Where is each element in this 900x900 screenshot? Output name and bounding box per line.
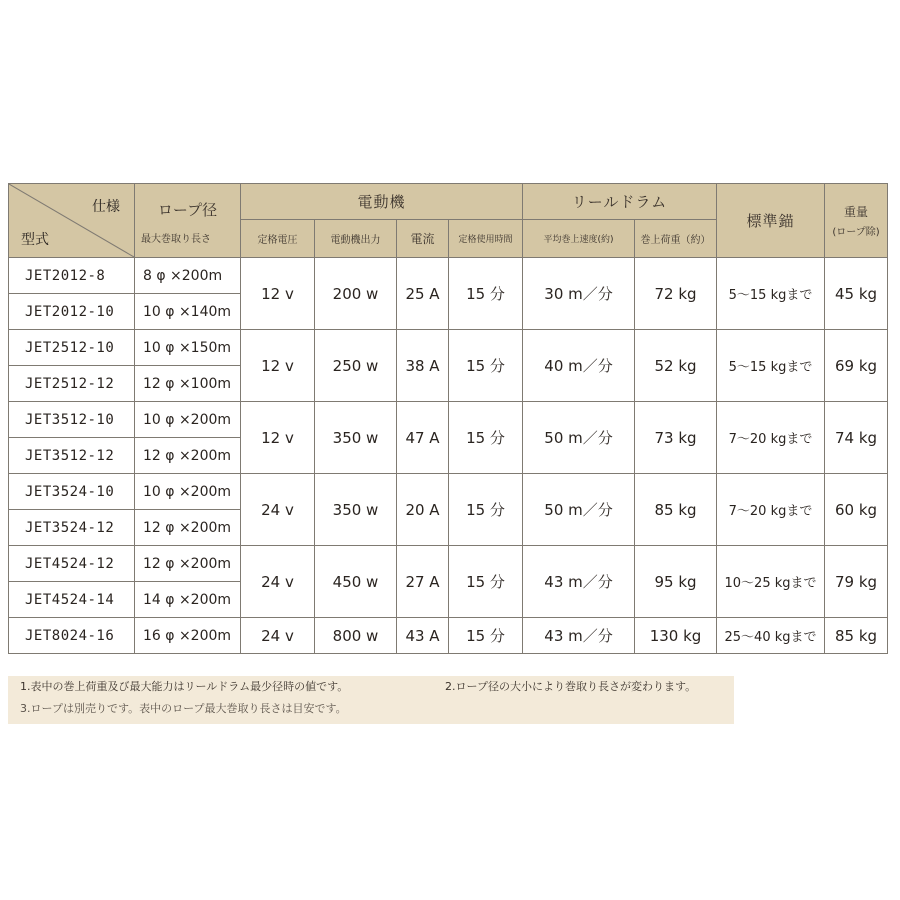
header-rope [135,184,241,258]
time-cell: 15 分 [449,618,523,654]
voltage-cell: 12 v [241,330,315,402]
load-cell: 73 kg [635,402,717,474]
header-rated-time: 定格使用時間 [449,220,523,258]
rope-cell: 10 φ ×200m [135,474,241,510]
header-motor: 電動機 [241,184,523,220]
voltage-cell: 24 v [241,546,315,618]
model-cell: JET4524-12 [9,546,135,582]
output-cell: 350 w [315,402,397,474]
time-cell: 15 分 [449,474,523,546]
header-motor-output: 電動機出力 [315,220,397,258]
current-cell: 25 A [397,258,449,330]
rope-cell: 12 φ ×200m [135,546,241,582]
table-row [9,258,888,294]
load-cell: 72 kg [635,258,717,330]
anchor-cell: 5～15 kgまで [717,258,825,330]
output-cell: 800 w [315,618,397,654]
speed-cell: 43 m／分 [523,618,635,654]
header-anchor: 標準錨 [717,184,825,258]
load-cell: 85 kg [635,474,717,546]
weight-cell: 74 kg [825,402,888,474]
header-spec-label: 仕様 [92,199,120,215]
header-weight-label: 重量 [844,205,869,219]
model-cell: JET3524-12 [9,510,135,546]
anchor-cell: 10～25 kgまで [717,546,825,618]
output-cell: 200 w [315,258,397,330]
header-weight [825,184,888,258]
speed-cell: 50 m／分 [523,474,635,546]
voltage-cell: 24 v [241,474,315,546]
weight-cell: 45 kg [825,258,888,330]
model-cell: JET2512-12 [9,366,135,402]
time-cell: 15 分 [449,402,523,474]
model-cell: JET8024-16 [9,618,135,654]
footnote-2: 2.ロープ径の大小により巻取り長さが変わります。 [445,680,697,693]
model-cell: JET2012-8 [9,258,135,294]
model-cell: JET2512-10 [9,330,135,366]
load-cell: 52 kg [635,330,717,402]
speed-cell: 40 m／分 [523,330,635,402]
current-cell: 20 A [397,474,449,546]
table-row [9,330,888,366]
current-cell: 38 A [397,330,449,402]
rope-cell: 10 φ ×150m [135,330,241,366]
rope-cell: 10 φ ×140m [135,294,241,330]
load-cell: 95 kg [635,546,717,618]
footnote-1: 1.表中の巻上荷重及び最大能力はリールドラム最少径時の値です。 [20,680,349,693]
anchor-cell: 25～40 kgまで [717,618,825,654]
rope-cell: 12 φ ×200m [135,438,241,474]
time-cell: 15 分 [449,258,523,330]
voltage-cell: 12 v [241,402,315,474]
speed-cell: 50 m／分 [523,402,635,474]
voltage-cell: 24 v [241,618,315,654]
header-rated-voltage: 定格電圧 [241,220,315,258]
current-cell: 47 A [397,402,449,474]
header-type-label: 型式 [21,232,49,248]
current-cell: 27 A [397,546,449,618]
header-rope-length: 最大巻取り長さ [141,233,211,245]
voltage-cell: 12 v [241,258,315,330]
anchor-cell: 5～15 kgまで [717,330,825,402]
speed-cell: 30 m／分 [523,258,635,330]
header-current: 電流 [397,220,449,258]
table-row [9,474,888,510]
speed-cell: 43 m／分 [523,546,635,618]
load-cell: 130 kg [635,618,717,654]
rope-cell: 16 φ ×200m [135,618,241,654]
model-cell: JET4524-14 [9,582,135,618]
rope-cell: 12 φ ×100m [135,366,241,402]
weight-cell: 79 kg [825,546,888,618]
header-hoist-load: 巻上荷重（約） [635,220,717,258]
table-row [9,618,888,654]
output-cell: 350 w [315,474,397,546]
time-cell: 15 分 [449,546,523,618]
rope-cell: 12 φ ×200m [135,510,241,546]
footnotes [8,676,734,724]
header-rope-diameter: ロープ径 [157,200,218,219]
model-cell: JET3512-12 [9,438,135,474]
model-cell: JET3512-10 [9,402,135,438]
current-cell: 43 A [397,618,449,654]
weight-cell: 85 kg [825,618,888,654]
table-row [9,402,888,438]
rope-cell: 10 φ ×200m [135,402,241,438]
model-cell: JET3524-10 [9,474,135,510]
header-weight-note: (ロープ除) [832,227,880,238]
anchor-cell: 7～20 kgまで [717,402,825,474]
weight-cell: 60 kg [825,474,888,546]
spec-table [8,183,888,654]
header-reel-drum: リールドラム [523,184,717,220]
footnote-3: 3.ロープは別売りです。表中のロープ最大巻取り長さは目安です。 [20,702,347,715]
output-cell: 250 w [315,330,397,402]
anchor-cell: 7～20 kgまで [717,474,825,546]
rope-cell: 8 φ ×200m [135,258,241,294]
rope-cell: 14 φ ×200m [135,582,241,618]
table-row [9,546,888,582]
weight-cell: 69 kg [825,330,888,402]
output-cell: 450 w [315,546,397,618]
header-corner-cell [9,184,135,258]
header-avg-speed: 平均巻上速度(約) [523,220,635,258]
time-cell: 15 分 [449,330,523,402]
model-cell: JET2012-10 [9,294,135,330]
